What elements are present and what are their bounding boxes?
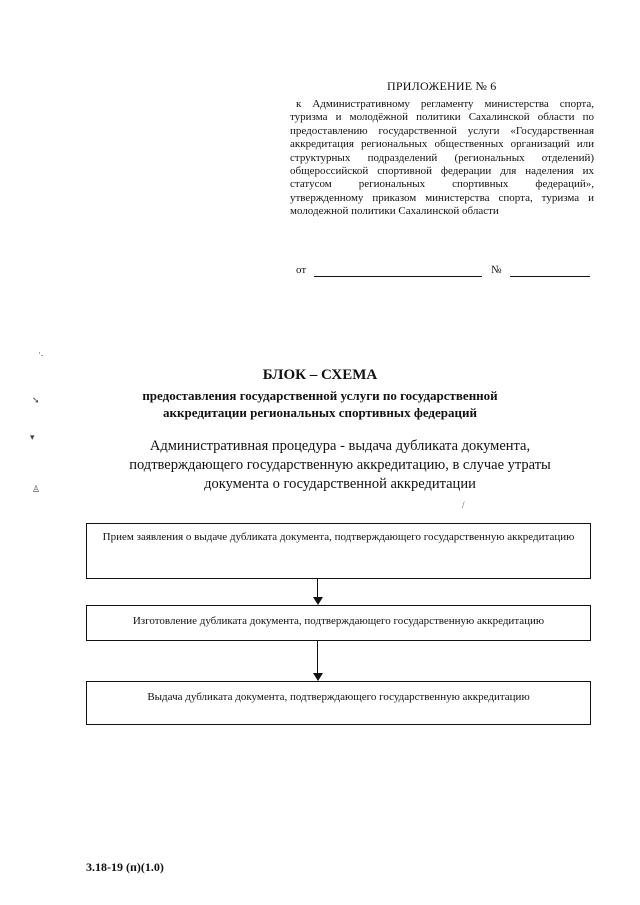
appendix-line: спорта, туризма и молодежной политики Сахалинской [290, 191, 595, 218]
flow-step-3: Выдача дубликата документа, подтверждающего государственную аккредитацию [86, 681, 591, 725]
appendix-line: области [462, 205, 499, 218]
appendix-line: к Административному регламенту министерства [296, 98, 549, 110]
scheme-subtitle-line: предоставления государственной услуги по государственной [142, 388, 498, 403]
number-label: № [491, 264, 502, 276]
flow-step-1: Прием заявления о выдаче дубликата документа, подтверждающего государственную аккредитацию [86, 523, 591, 579]
scan-mark: ♙ [32, 484, 41, 494]
appendix-line: области по предоставлению государственной услуги [290, 111, 595, 137]
date-number-line [296, 264, 594, 278]
appendix-line: спорта, туризма и молодёжной политики Сахалинской [290, 98, 594, 124]
procedure-line: подтверждающего государственную аккредитацию, в случае утраты [129, 457, 551, 473]
appendix-line: подразделений (региональных отделений) [367, 151, 595, 164]
flow-arrow-2 [313, 641, 323, 681]
procedure-line: документа о государственной аккредитации [204, 476, 476, 492]
footer-document-code: 3.18-19 (п)(1.0) [86, 860, 164, 874]
scan-mark: ·. [38, 348, 44, 358]
scheme-subtitle-line: аккредитации региональных спортивных федераций [163, 405, 477, 420]
appendix-line: «Государственная аккредитация региональных [290, 124, 595, 151]
scan-mark: ➘ [32, 395, 40, 405]
scan-mark: / [462, 500, 465, 510]
date-blank-rule [314, 276, 482, 277]
flow-step-2: Изготовление дубликата документа, подтверждающего государственную аккредитацию [86, 605, 591, 641]
appendix-line: общественных организаций или структурных [290, 138, 595, 164]
appendix-title: ПРИЛОЖЕНИЕ № 6 [387, 79, 497, 93]
arrow-head-icon [313, 673, 323, 681]
scheme-title: БЛОК – СХЕМА [262, 367, 378, 383]
appendix-line: общероссийской спортивной федерации для [290, 165, 517, 178]
scan-mark: ▾ [30, 432, 35, 442]
date-label: от [296, 264, 307, 276]
procedure-line: Административная процедура - выдача дубликата документа, [149, 438, 531, 454]
appendix-body [290, 98, 594, 219]
arrow-head-icon [313, 597, 323, 605]
scheme-subtitle [60, 387, 580, 421]
flow-arrow-1 [313, 579, 323, 605]
appendix-line: наделения их статусом региональных спортивных [290, 165, 594, 191]
appendix-line: федераций», утвержденному приказом министерства [290, 178, 595, 204]
procedure-description [80, 437, 600, 494]
number-blank-rule [510, 276, 590, 277]
